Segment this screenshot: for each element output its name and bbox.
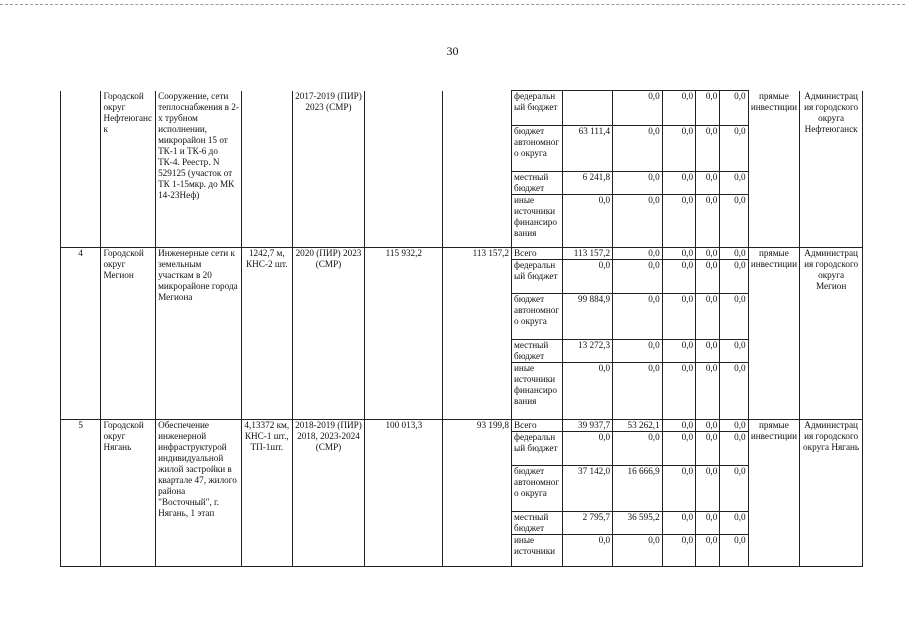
amount-cell: 0,0 [613, 535, 663, 567]
amount-cell: 0,0 [720, 126, 748, 172]
funding-source-cell: Всего [512, 420, 563, 432]
object-name-cell: Сооружение, сети теплоснабжения в 2-х трубном исполнении, микрорайон 15 от ТК-1 и ТК-6 до ТК-4. Реестр. N 529125 (участок от ТК 1-15мкр. до МК 14-23Неф) [156, 91, 242, 248]
remaining-cost-cell: 113 157,2 [443, 248, 512, 420]
amount-cell: 0,0 [696, 535, 720, 567]
amount-cell: 0,0 [613, 91, 663, 126]
investment-form-cell: прямые инвестиции [748, 91, 800, 248]
row-number: 5 [61, 420, 101, 567]
amount-cell: 0,0 [696, 466, 720, 512]
funding-source-cell: местный бюджет [512, 340, 563, 363]
row-number [61, 91, 101, 248]
funding-source-cell: иные источники финансирования [512, 363, 563, 420]
amount-cell: 37 142,0 [562, 466, 613, 512]
municipality-cell: Городской округ Мегион [101, 248, 156, 420]
amount-cell: 0,0 [562, 432, 613, 466]
amount-cell: 0,0 [720, 466, 748, 512]
amount-cell: 39 937,7 [562, 420, 613, 432]
period-cell: 2018-2019 (ПИР) 2018, 2023-2024 (СМР) [292, 420, 365, 567]
amount-cell: 0,0 [613, 260, 663, 294]
amount-cell: 0,0 [696, 172, 720, 195]
amount-cell: 0,0 [662, 172, 695, 195]
capacity-cell [242, 91, 293, 248]
amount-cell: 0,0 [662, 466, 695, 512]
amount-cell: 36 595,2 [613, 512, 663, 535]
amount-cell: 0,0 [720, 363, 748, 420]
amount-cell: 113 157,2 [562, 248, 613, 260]
amount-cell: 0,0 [662, 260, 695, 294]
customer-cell: Администрация городского округа Мегион [800, 248, 863, 420]
amount-cell: 0,0 [613, 340, 663, 363]
cost-cell: 100 013,3 [365, 420, 443, 567]
amount-cell: 0,0 [720, 260, 748, 294]
capacity-cell: 4,13372 км, КНС-1 шт., ТП-1шт. [242, 420, 293, 567]
funding-source-cell: местный бюджет [512, 172, 563, 195]
investment-form-cell: прямые инвестиции [748, 420, 800, 567]
funding-source-cell: федеральный бюджет [512, 91, 563, 126]
amount-cell: 0,0 [696, 363, 720, 420]
amount-cell: 0,0 [662, 340, 695, 363]
amount-cell: 0,0 [720, 248, 748, 260]
amount-cell: 0,0 [662, 535, 695, 567]
amount-cell: 0,0 [720, 172, 748, 195]
amount-cell: 0,0 [662, 248, 695, 260]
capacity-cell: 1242,7 м, КНС-2 шт. [242, 248, 293, 420]
amount-cell: 0,0 [696, 248, 720, 260]
amount-cell: 16 666,9 [613, 466, 663, 512]
amount-cell: 0,0 [662, 420, 695, 432]
period-cell: 2020 (ПИР) 2023 (СМР) [292, 248, 365, 420]
remaining-cost-cell: 93 199,8 [443, 420, 512, 567]
amount-cell: 0,0 [613, 432, 663, 466]
municipality-cell: Городской округ Нефтеюганск [101, 91, 156, 248]
period-cell: 2017-2019 (ПИР) 2023 (СМР) [292, 91, 365, 248]
funding-source-cell: местный бюджет [512, 512, 563, 535]
amount-cell: 0,0 [696, 126, 720, 172]
amount-cell: 0,0 [720, 340, 748, 363]
amount-cell: 0,0 [562, 535, 613, 567]
amount-cell: 6 241,8 [562, 172, 613, 195]
amount-cell: 0,0 [720, 420, 748, 432]
funding-source-cell: Всего [512, 248, 563, 260]
amount-cell: 0,0 [662, 91, 695, 126]
amount-cell: 0,0 [613, 248, 663, 260]
amount-cell: 0,0 [662, 432, 695, 466]
customer-cell: Администрация городского округа Нефтеюганск [800, 91, 863, 248]
amount-cell: 0,0 [613, 294, 663, 340]
amount-cell: 0,0 [720, 512, 748, 535]
amount-cell: 0,0 [696, 340, 720, 363]
investment-table [60, 90, 863, 567]
remaining-cost-cell [443, 91, 512, 248]
amount-cell: 0,0 [613, 126, 663, 172]
amount-cell: 2 795,7 [562, 512, 613, 535]
amount-cell: 0,0 [562, 363, 613, 420]
amount-cell: 0,0 [696, 512, 720, 535]
cost-cell [365, 91, 443, 248]
amount-cell: 63 111,4 [562, 126, 613, 172]
amount-cell: 0,0 [613, 195, 663, 248]
object-name-cell: Обеспечение инженерной инфраструктурой индивидуальной жилой застройки в квартале 47, жилого района "Восточный", г. Нягань, 1 этап [156, 420, 242, 567]
cost-cell: 115 932,2 [365, 248, 443, 420]
amount-cell: 0,0 [662, 126, 695, 172]
page-number: 30 [446, 44, 459, 58]
amount-cell: 0,0 [696, 91, 720, 126]
amount-cell: 0,0 [696, 420, 720, 432]
amount-cell: 99 884,9 [562, 294, 613, 340]
amount-cell: 0,0 [662, 294, 695, 340]
funding-source-cell: бюджет автономного округа [512, 466, 563, 512]
funding-source-cell: иные источники [512, 535, 563, 567]
amount-cell: 0,0 [696, 260, 720, 294]
amount-cell: 0,0 [720, 535, 748, 567]
amount-cell: 0,0 [720, 432, 748, 466]
row-number: 4 [61, 248, 101, 420]
amount-cell [562, 91, 613, 126]
table-row [61, 420, 863, 432]
funding-source-cell: бюджет автономного округа [512, 126, 563, 172]
table-row [61, 91, 863, 126]
amount-cell: 0,0 [662, 512, 695, 535]
amount-cell: 53 262,1 [613, 420, 663, 432]
amount-cell: 0,0 [720, 91, 748, 126]
amount-cell: 0,0 [562, 195, 613, 248]
amount-cell: 0,0 [696, 432, 720, 466]
amount-cell: 0,0 [613, 363, 663, 420]
funding-source-cell: федеральный бюджет [512, 260, 563, 294]
object-name-cell: Инженерные сети к земельным участкам в 20 микрорайоне города Мегиона [156, 248, 242, 420]
amount-cell: 0,0 [696, 294, 720, 340]
funding-source-cell: бюджет автономного округа [512, 294, 563, 340]
page-top-rule [0, 4, 905, 5]
amount-cell: 0,0 [720, 195, 748, 248]
amount-cell: 0,0 [662, 195, 695, 248]
funding-source-cell: федеральный бюджет [512, 432, 563, 466]
amount-cell: 0,0 [662, 363, 695, 420]
funding-source-cell: иные источники финансирования [512, 195, 563, 248]
amount-cell: 13 272,3 [562, 340, 613, 363]
investment-form-cell: прямые инвестиции [748, 248, 800, 420]
amount-cell: 0,0 [613, 172, 663, 195]
amount-cell: 0,0 [720, 294, 748, 340]
municipality-cell: Городской округ Нягань [101, 420, 156, 567]
customer-cell: Администрация городского округа Нягань [800, 420, 863, 567]
amount-cell: 0,0 [696, 195, 720, 248]
table-row [61, 248, 863, 260]
amount-cell: 0,0 [562, 260, 613, 294]
